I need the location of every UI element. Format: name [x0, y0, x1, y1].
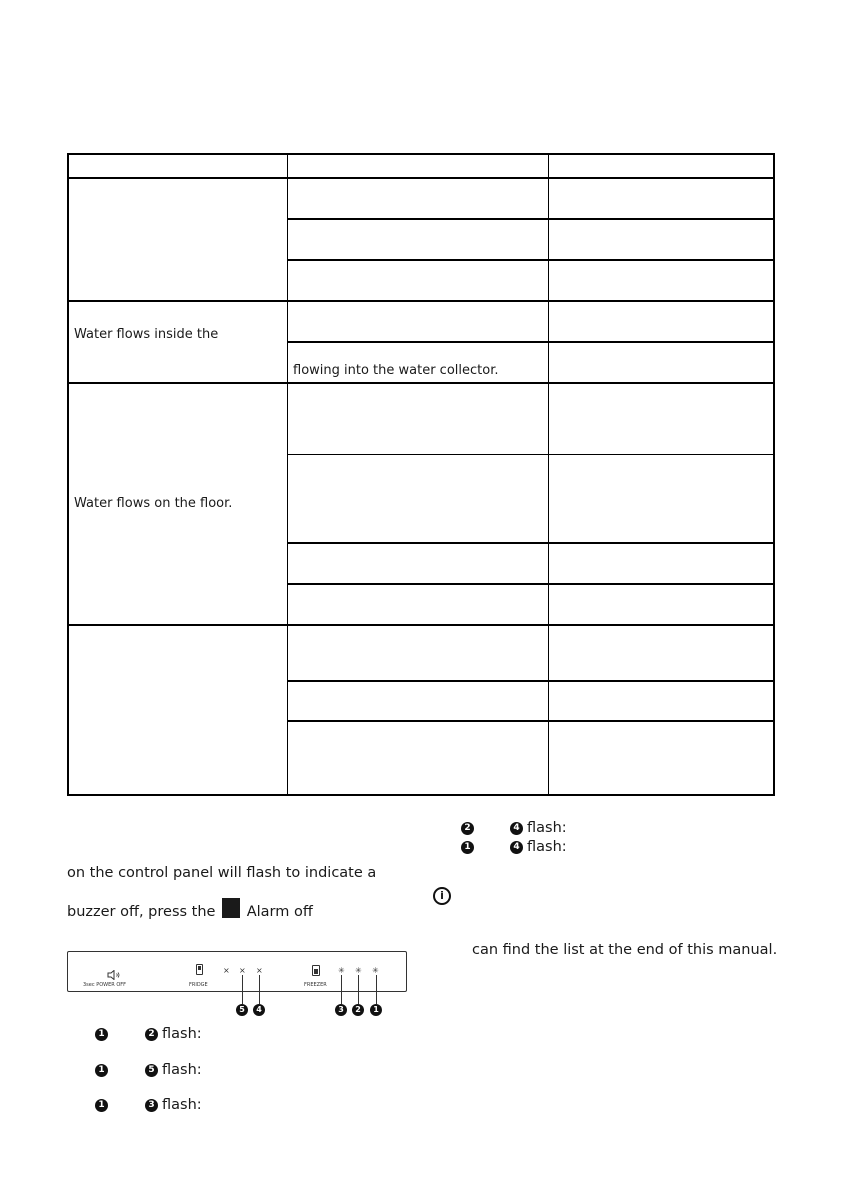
callout-5-badge: 5 — [236, 1004, 248, 1016]
callout-leader — [341, 975, 342, 1004]
table-row-divider — [287, 218, 775, 220]
info-icon-glyph: i — [440, 889, 444, 902]
table-header-divider — [67, 177, 775, 179]
callout-leader — [242, 975, 243, 1004]
indicator-5-badge: 5 — [145, 1064, 158, 1077]
indicator-1-badge: 1 — [95, 1064, 108, 1077]
list-note: can find the list at the end of this manual. — [472, 942, 778, 958]
control-panel-illustration — [67, 951, 407, 992]
table-column-divider-2 — [548, 153, 549, 796]
flash-label: flash: — [527, 820, 567, 836]
callout-3-badge: 3 — [335, 1004, 347, 1016]
table-row-divider — [287, 454, 775, 455]
fridge-temp-indicator-icon: × — [223, 966, 230, 975]
callout-1-badge: 1 — [370, 1004, 382, 1016]
indicator-2-badge: 2 — [145, 1028, 158, 1041]
indicator-4-badge: 4 — [510, 841, 523, 854]
table-cause-cell: flowing into the water collector. — [293, 363, 499, 378]
callout-leader — [358, 975, 359, 1004]
freezer-snowflake-icon: ✳ — [355, 966, 362, 975]
alarm-off-key-icon — [222, 898, 240, 918]
freezer-label: FREEZER — [304, 982, 327, 988]
table-row-divider — [287, 583, 775, 585]
power-off-label: 3sec POWER OFF — [83, 982, 127, 988]
fridge-temp-indicator-icon: × — [256, 966, 263, 975]
callout-leader — [259, 975, 260, 1004]
table-row-divider — [287, 720, 775, 722]
indicator-1-badge: 1 — [461, 841, 474, 854]
fridge-label: FRIDGE — [189, 982, 208, 988]
freezer-icon — [312, 965, 320, 976]
troubleshooting-table — [67, 153, 775, 796]
indicator-3-badge: 3 — [145, 1099, 158, 1112]
flash-label: flash: — [162, 1062, 202, 1078]
fridge-icon — [196, 964, 203, 975]
info-icon — [433, 887, 451, 905]
table-column-divider-1 — [287, 153, 288, 796]
indicator-2-badge: 2 — [461, 822, 474, 835]
callout-4-badge: 4 — [253, 1004, 265, 1016]
speaker-icon — [107, 965, 121, 975]
flash-label: flash: — [162, 1026, 202, 1042]
table-row-divider — [287, 680, 775, 682]
freezer-snowflake-icon: ✳ — [372, 966, 379, 975]
table-row-divider — [287, 542, 775, 544]
indicator-1-badge: 1 — [95, 1099, 108, 1112]
flash-label: flash: — [527, 839, 567, 855]
alarm-description — [67, 864, 376, 882]
callout-2-badge: 2 — [352, 1004, 364, 1016]
table-problem-cell: Water flows inside the — [74, 327, 219, 342]
alarm-off-instruction — [67, 898, 313, 924]
indicator-1-badge: 1 — [95, 1028, 108, 1041]
callout-leader — [376, 975, 377, 1004]
freezer-snowflake-icon: ✳ — [338, 966, 345, 975]
table-row-divider — [287, 259, 775, 261]
indicator-4-badge: 4 — [510, 822, 523, 835]
fridge-temp-indicator-icon: × — [239, 966, 246, 975]
table-group-divider — [67, 300, 775, 302]
table-group-divider — [67, 624, 775, 626]
table-group-divider — [67, 382, 775, 384]
alarm-off-text: buzzer off, press the — [67, 904, 216, 920]
alarm-description-line: on the control panel will flash to indicate a — [67, 865, 377, 881]
alarm-off-label: Alarm off — [246, 904, 313, 920]
table-row-divider — [287, 341, 775, 343]
flash-label: flash: — [162, 1097, 202, 1113]
table-problem-cell: Water flows on the floor. — [74, 496, 233, 511]
